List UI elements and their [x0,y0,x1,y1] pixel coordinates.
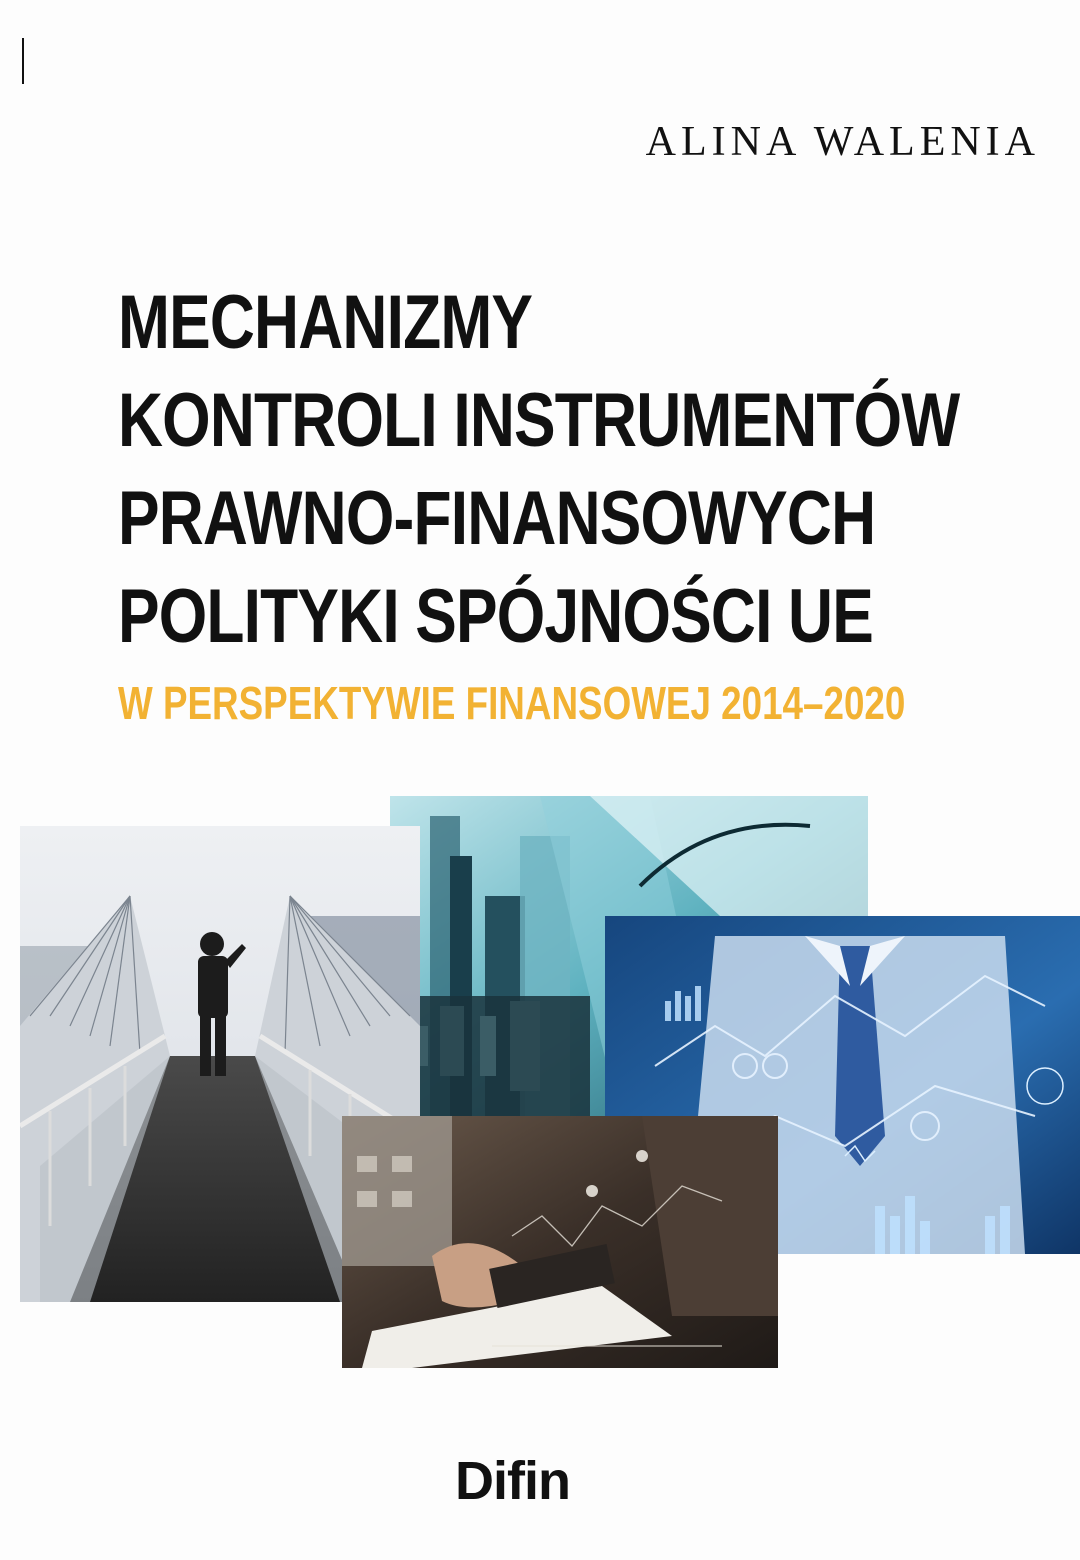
photo-hand-signing-documents [342,1116,778,1368]
title-line-3: PRAWNO-FINANSOWYCH [118,476,876,561]
title-line-2: KONTROLI INSTRUMENTÓW [118,378,960,463]
title-line-4: POLITYKI SPÓJNOŚCI UE [118,574,874,659]
book-subtitle: W PERSPEKTYWIE FINANSOWEJ 2014–2020 [118,677,906,729]
author-name: ALINA WALENIA [645,119,1040,165]
publisher-logo: Difin [455,1451,570,1511]
title-line-1: MECHANIZMY [118,280,533,365]
